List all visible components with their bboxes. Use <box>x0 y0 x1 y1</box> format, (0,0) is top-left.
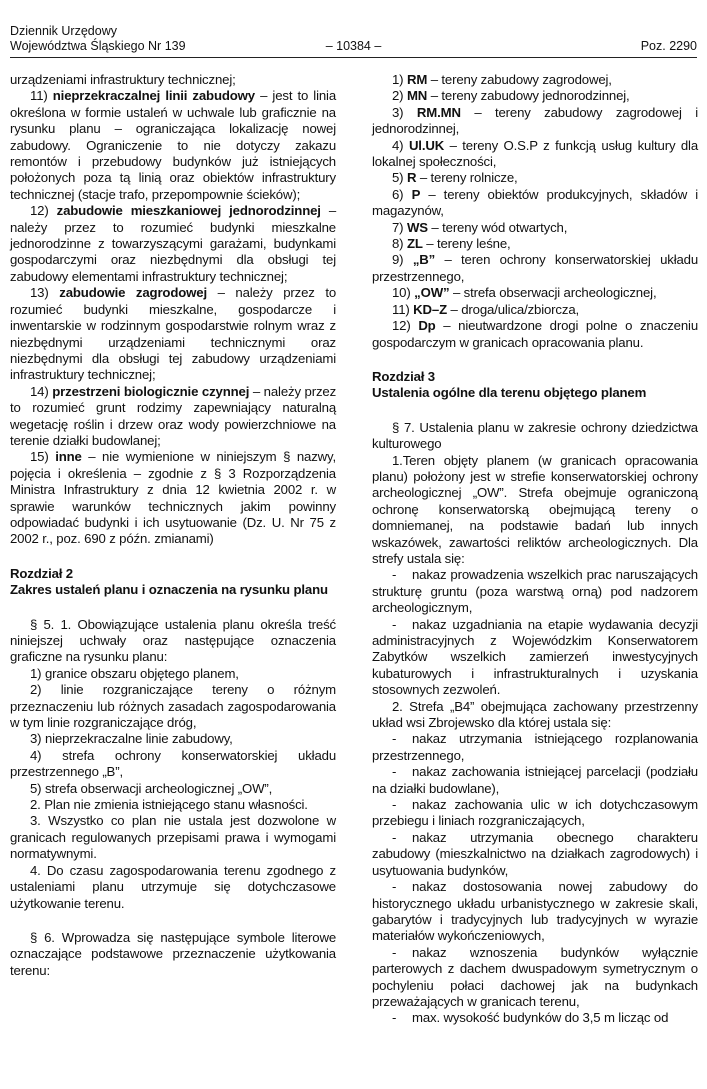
section-7-paragraph-1: 1.Teren objęty planem (w granicach opracowania planu) położony jest w strefie konserwatorskiej ochrony archeologicznej „OW”. Strefa obejmuje ograniczoną ochronę konserwatorską obejmującą tereny o domniemanej, na podstawie badań lub innych wskazówek, zawartości reliktów archeologicznych. Dla strefy ustala się: <box>372 452 698 566</box>
dash-bullet: - <box>392 567 397 583</box>
definition-15 <box>10 449 336 547</box>
dash-bullet: - <box>392 1010 397 1026</box>
definition-number: 14) <box>30 383 49 399</box>
definition-term: zabudowie zagrodowej <box>59 285 207 301</box>
symbol-number: 3) <box>392 104 404 120</box>
list-item: 1) granice obszaru objętego planem, <box>30 665 239 681</box>
symbol-description: – nieutwardzone drogi polne o znaczeniu gospodarczym w granicach opracowania planu. <box>372 318 699 350</box>
definition-12 <box>10 203 336 285</box>
dash-bullet: - <box>392 616 397 632</box>
symbol-description: – tereny zabudowy zagrodowej, <box>430 72 612 87</box>
list-item: 5) strefa obserwacji archeologicznej „OW”, <box>30 780 273 796</box>
dash-item-text: nakaz dostosowania nowej zabudowy do historycznego układu urbanistycznego w zakresie skali, gabarytów i tradycyjnych lub tradycyjnych w wyrazie materiałów wykończeniowych, <box>372 879 698 944</box>
dash-item-text: max. wysokość budynków do 3,5 m licząc od <box>412 1010 669 1026</box>
definition-text: – nie wymienione w niniejszym § nazwy, pojęcia i określenia – zgodnie z § 3 Rozporządzenia Ministra Infrastruktury z dnia 12 kwietnia 2002 r. w sprawie warunków technicznych jakim powinny odpowiadać budynki i ich usytuowanie (Dz. U. Nr 75 z 2002 r., poz. 690 z późn. zmianami) <box>10 449 336 547</box>
dash-item-text: nakaz utrzymania istniejącego rozplanowania przestrzennego, <box>372 731 698 763</box>
journal-title-line1: Dziennik Urzędowy <box>10 24 117 38</box>
dash-item-text: nakaz uzgadniania na etapie wydawania decyzji administracyjnych z Wojewódzkim Konserwatorem Zabytków wszelkich zamierzeń inwestycyjnych kubaturowych i infrastrukturalnych i uzyskania stosownych zezwoleń. <box>372 616 698 698</box>
symbol-description: – strefa obserwacji archeologicznej, <box>452 285 657 301</box>
definition-term: nieprzekraczalnej linii zabudowy <box>52 88 255 104</box>
symbol-description: – tereny O.S.P z funkcją usług kultury dla lokalnej społeczności, <box>372 137 699 170</box>
symbol-number: 4) <box>392 137 404 153</box>
symbol-item <box>372 252 698 285</box>
section-5-paragraph-4: 4. Do czasu zagospodarowania terenu zgodnego z ustaleniami planu utrzymuje się dotychczasowe użytkowanie terenu. <box>10 862 336 911</box>
symbol-item <box>372 88 698 104</box>
symbol-code: „B” <box>412 252 436 268</box>
definition-text: – jest to linia określona w formie ustaleń w uchwale lub graficznie na rysunku planu – ograniczająca lokalizację nowej zabudowy. Ograniczenie to nie dotyczy zakazu remontów i przebudowy budynków już istniejących położonych poza tą linią oraz obiektów infrastruktury technicznej (stacje trafo, przepompownie ścieków); <box>10 88 337 202</box>
chapter-2-subtitle: Zakres ustaleń planu i oznaczenia na rysunku planu <box>10 582 328 598</box>
dash-list-item <box>372 567 698 616</box>
symbol-number: 8) <box>392 236 404 252</box>
paragraph: urządzeniami infrastruktury technicznej; <box>10 72 236 87</box>
dash-item-text: nakaz zachowania ulic w ich dotychczasowym przebiegu i liniach rozgraniczających, <box>372 797 698 829</box>
symbol-item <box>372 302 698 318</box>
section-5-paragraph-1: § 5. 1. Obowiązujące ustalenia planu określa treść niniejszej uchwały oraz następujące oznaczenia graficzne na rysunku planu: <box>10 616 336 665</box>
dash-list-item <box>372 945 698 1011</box>
symbol-description: – tereny obiektów produkcyjnych, składów i magazynów, <box>372 186 699 219</box>
dash-list-item <box>372 879 698 945</box>
symbol-code: Dp <box>418 318 436 334</box>
symbol-description: – tereny leśne, <box>426 236 511 252</box>
definition-number: 11) <box>30 88 48 104</box>
symbol-item <box>372 138 698 171</box>
definition-term: inne <box>55 449 82 465</box>
dash-list-item <box>372 731 698 764</box>
section-5-paragraph-3: 3. Wszystko co plan nie ustala jest dozwolone w granicach regulowanych przepisami prawa i wymogami normatywnymi. <box>10 813 336 862</box>
chapter-3-title: Rozdział 3 <box>372 368 435 384</box>
definition-term: zabudowie mieszkaniowej jednorodzinnej <box>56 203 321 219</box>
definition-text: – należy przez to rozumieć grunt rodzimy zapewniający naturalną wegetację roślin i drzew oraz wody powierzchniowe na terenie działki budowlanej; <box>10 383 337 448</box>
dash-list-item <box>372 764 698 797</box>
list-item: 3) nieprzekraczalne linie zabudowy, <box>30 731 233 747</box>
symbol-code: MN <box>406 88 428 104</box>
definition-11 <box>10 88 336 203</box>
dash-bullet: - <box>392 764 397 780</box>
list-item: 2) linie rozgraniczające tereny o różnym przeznaczeniu lub różnych zasadach zagospodarowania w tym linie rozgraniczające dróg, <box>10 682 336 731</box>
page-header <box>10 20 697 56</box>
symbol-number: 12) <box>392 318 411 334</box>
definition-term: przestrzeni biologicznie czynnej <box>52 383 250 399</box>
symbol-code: KD–Z <box>413 301 447 317</box>
symbol-item <box>372 170 698 186</box>
chapter-3-subtitle: Ustalenia ogólne dla terenu objętego planem <box>372 385 647 401</box>
dash-bullet: - <box>392 797 397 813</box>
symbol-number: 11) <box>392 301 410 317</box>
dash-list-item <box>372 617 698 699</box>
right-column <box>372 72 698 1027</box>
list-item: 4) strefa ochrony konserwatorskiej układu przestrzennego „B”, <box>10 747 336 780</box>
symbol-code: RM <box>406 72 428 87</box>
symbol-description: – tereny wód otwartych, <box>431 219 568 235</box>
symbol-description: – tereny rolnicze, <box>419 170 518 186</box>
dash-list-item <box>372 797 698 830</box>
symbol-description: – teren ochrony konserwatorskiej układu przestrzennego, <box>372 252 699 284</box>
symbol-item <box>372 285 698 301</box>
definition-text: – należy przez to rozumieć budynki mieszkalne jednorodzinne z towarzyszącymi garażami, budynkami gospodarczymi oraz niezbędnymi dla obsługi tej zabudowy elementami infrastruktury technicznej; <box>10 203 336 284</box>
definition-number: 13) <box>30 285 49 301</box>
section-7-paragraph-2: 2. Strefa „B4” obejmująca zachowany przestrzenny układ wsi Zbrojewsko dla której ustala się: <box>372 698 698 731</box>
dash-bullet: - <box>392 944 397 960</box>
definition-14 <box>10 384 336 450</box>
section-7-heading: § 7. Ustalenia planu w zakresie ochrony dziedzictwa kulturowego <box>372 419 698 452</box>
symbol-number: 7) <box>392 219 404 235</box>
position-number: Poz. 2290 <box>640 39 697 53</box>
page-number: – 10384 – <box>325 39 382 53</box>
symbol-item <box>372 220 698 236</box>
header-divider <box>10 57 697 58</box>
section-5-paragraph-2: 2. Plan nie zmienia istniejącego stanu własności. <box>30 797 308 813</box>
dash-item-text: nakaz utrzymania obecnego charakteru zabudowy (mieszkalnictwo na działkach zagrodowych) i usytuowania budynków, <box>372 829 698 878</box>
symbol-code: P <box>411 186 421 202</box>
chapter-2-title: Rozdział 2 <box>10 565 73 581</box>
symbol-list <box>372 72 698 351</box>
dash-bullet: - <box>392 731 397 747</box>
symbol-description: – tereny zabudowy zagrodowej i jednorodzinnej, <box>372 104 699 137</box>
definition-number: 12) <box>30 203 49 219</box>
symbol-item <box>372 236 698 252</box>
symbol-number: 1) <box>392 72 404 87</box>
symbol-item <box>372 72 698 88</box>
section-6-paragraph-1: § 6. Wprowadza się następujące symbole literowe oznaczające podstawowe przeznaczenie użytkowania terenu: <box>10 929 336 978</box>
symbol-number: 6) <box>392 186 404 202</box>
left-column <box>10 72 336 979</box>
symbol-code: WS <box>406 219 428 235</box>
symbol-item <box>372 187 698 220</box>
dash-list-item <box>372 1010 698 1026</box>
definition-number: 15) <box>30 449 49 465</box>
symbol-description: – tereny zabudowy jednorodzinnej, <box>430 88 630 104</box>
dash-list-item <box>372 830 698 879</box>
dash-item-text: nakaz zachowania istniejącej parcelacji (podziału na działki budowlane), <box>372 764 698 796</box>
definition-text: – należy przez to rozumieć budynki mieszkalne, gospodarcze i inwentarskie w rodzinnym gospodarstwie rolnym wraz z niezbędnymi urządzeniami technicznymi oraz niezbędnymi dla obsługi tej zabudowy urządzeniami infrastruktury technicznej; <box>10 285 337 383</box>
dash-bullet: - <box>392 829 397 845</box>
symbol-number: 9) <box>392 252 404 268</box>
symbol-number: 10) <box>392 285 411 301</box>
dash-item-text: nakaz prowadzenia wszelkich prac naruszających strukturę gruntu (poza warstwą orną) pod nadzorem archeologicznym, <box>372 567 698 616</box>
symbol-description: – droga/ulica/zbiorcza, <box>450 301 580 317</box>
symbol-code: ZL <box>406 236 423 252</box>
symbol-code: Ul.UK <box>408 137 445 153</box>
journal-title-line2: Województwa Śląskiego Nr 139 <box>10 39 186 53</box>
symbol-code: RM.MN <box>416 104 461 120</box>
symbol-item <box>372 105 698 138</box>
dash-item-text: nakaz wznoszenia budynków wyłącznie parterowych z dachem dwuspadowym symetrycznym o pochyleniu połaci dachowej jak na budynkach przeważających w granicach terenu, <box>372 944 698 1009</box>
symbol-number: 2) <box>392 88 404 104</box>
dash-bullet: - <box>392 879 397 895</box>
definition-13 <box>10 285 336 383</box>
symbol-code: R <box>406 170 417 186</box>
symbol-number: 5) <box>392 170 404 186</box>
symbol-code: „OW” <box>414 285 450 301</box>
symbol-item <box>372 318 698 351</box>
